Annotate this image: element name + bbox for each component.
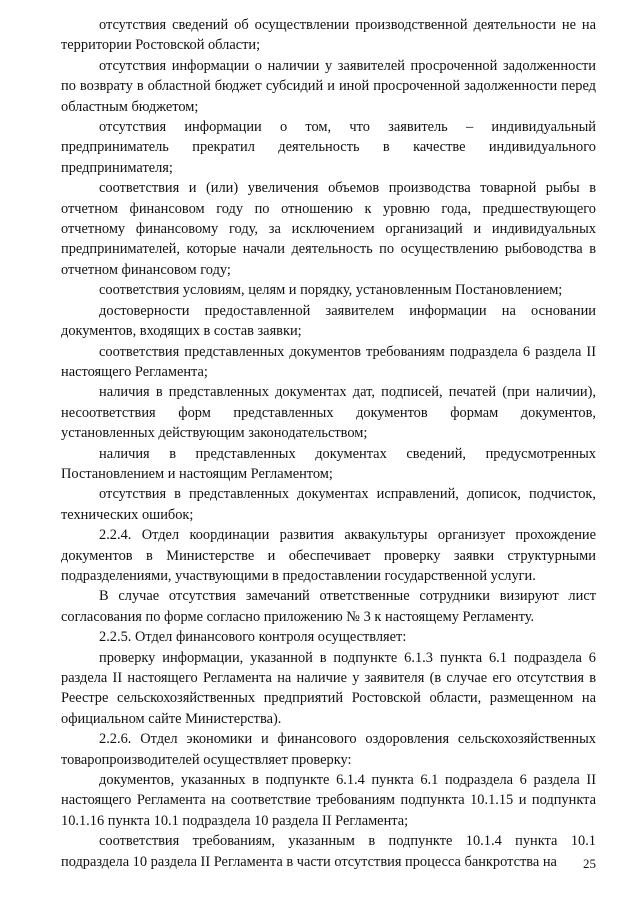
- paragraph: В случае отсутствия замечаний ответственные сотрудники визируют лист согласования по форме согласно приложению № 3 к настоящему Регламенту.: [61, 588, 596, 625]
- paragraph: отсутствия сведений об осуществлении производственной деятельности не на территории Ростовской области;: [61, 17, 596, 54]
- body-text: [61, 15, 596, 872]
- paragraph: документов, указанных в подпункте 6.1.4 пункта 6.1 подраздела 6 раздела II настоящего Регламента на соответствие требованиям подпункта 10.1.15 и подпункта 10.1.16 пункта 10.1 подраздела 10 раздела II Регламента;: [61, 772, 596, 829]
- paragraph: 2.2.6. Отдел экономики и финансового оздоровления сельскохозяйственных товаропроизводителей осуществляет проверку:: [61, 731, 596, 768]
- paragraph: проверку информации, указанной в подпункте 6.1.3 пункта 6.1 подраздела 6 раздела II настоящего Регламента на наличие у заявителя (в случае его отсутствия в Реестре сельскохозяйственных предприятий Ростовской области, размещенном на официальном сайте Министерства).: [61, 649, 596, 727]
- paragraph: 2.2.4. Отдел координации развития аквакультуры организует прохождение документов в Министерстве и обеспечивает проверку заявки структурными подразделениями, участвующими в предоставлении государственной услуги.: [61, 527, 596, 584]
- paragraph: наличия в представленных документах дат, подписей, печатей (при наличии), несоответствия форм представленных документов формам документов, установленных действующим законодательством;: [61, 384, 596, 442]
- paragraph: отсутствия в представленных документах исправлений, дописок, подчисток, технических ошибок;: [61, 486, 596, 523]
- paragraph: соответствия требованиям, указанным в подпункте 10.1.4 пункта 10.1 подраздела 10 раздела II Регламента в части отсутствия процесса банкротства на: [61, 833, 596, 870]
- paragraph: 2.2.5. Отдел финансового контроля осуществляет:: [99, 629, 407, 646]
- paragraph: отсутствия информации о наличии у заявителей просроченной задолженности по возврату в областной бюджет субсидий и иной просроченной задолженности перед областным бюджетом;: [61, 57, 596, 115]
- paragraph: наличия в представленных документах сведений, предусмотренных Постановлением и настоящим Регламентом;: [61, 445, 596, 482]
- paragraph: достоверности предоставленной заявителем информации на основании документов, входящих в состав заявки;: [61, 302, 596, 340]
- paragraph: соответствия условиям, целям и порядку, установленным Постановлением;: [99, 282, 563, 299]
- page-number: 25: [583, 856, 596, 871]
- paragraph: соответствия представленных документов требованиям подраздела 6 раздела II настоящего Регламента;: [61, 343, 596, 380]
- paragraph: соответствия и (или) увеличения объемов производства товарной рыбы в отчетном финансовом году по отношению к уровню года, предшествующего отчетному финансовому году, за исключением организаций и индивидуальных предпринимателей, которые начали деятельность по осуществлению рыбоводства в отчетном финансовом году;: [61, 180, 596, 278]
- paragraph: отсутствия информации о том, что заявитель – индивидуальный предприниматель прекратил деятельность в качестве индивидуального предпринимателя;: [61, 119, 596, 176]
